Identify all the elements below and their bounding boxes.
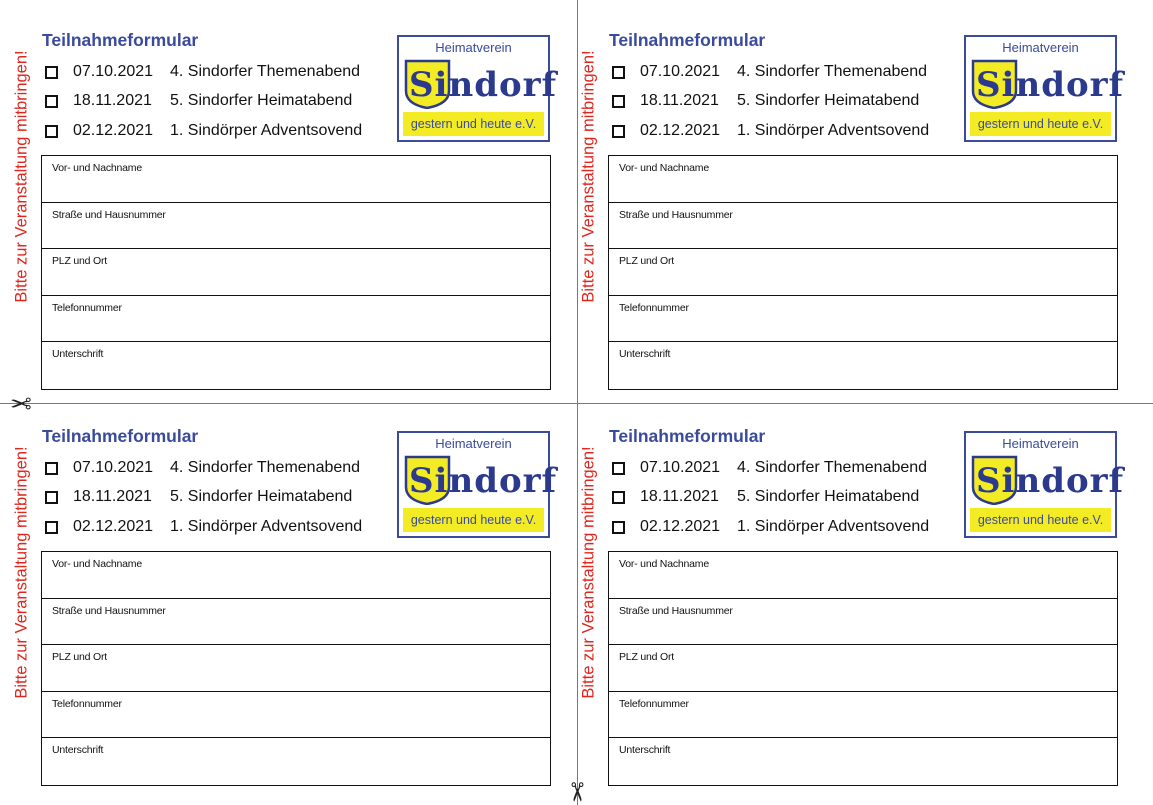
checkbox-icon[interactable] bbox=[612, 125, 625, 138]
form-field-row[interactable] bbox=[609, 692, 1117, 739]
form-field-row[interactable] bbox=[42, 692, 550, 739]
form-title: Teilnahmeformular bbox=[609, 426, 766, 446]
form-field-row[interactable] bbox=[42, 296, 550, 343]
checkbox-icon[interactable] bbox=[612, 66, 625, 79]
logo-top-text: Heimatverein bbox=[435, 436, 512, 451]
bring-along-note: Bitte zur Veranstaltung mitbringen! bbox=[579, 445, 598, 699]
event-option bbox=[45, 457, 360, 479]
field-label: Telefonnummer bbox=[52, 697, 122, 710]
club-logo bbox=[964, 35, 1125, 142]
logo-name: Sindorf bbox=[976, 65, 1125, 105]
logo-bottom-text: gestern und heute e.V. bbox=[970, 508, 1111, 532]
checkbox-icon[interactable] bbox=[612, 462, 625, 475]
contact-fields-table bbox=[41, 551, 551, 786]
event-option bbox=[612, 61, 927, 83]
event-option bbox=[612, 486, 919, 508]
club-logo bbox=[397, 35, 558, 142]
field-label: PLZ und Ort bbox=[619, 255, 674, 268]
registration-form bbox=[567, 396, 1127, 776]
form-field-row[interactable] bbox=[609, 156, 1117, 203]
checkbox-icon[interactable] bbox=[45, 491, 58, 504]
form-title: Teilnahmeformular bbox=[42, 426, 199, 446]
field-label: Vor- und Nachname bbox=[52, 162, 142, 174]
event-date: 07.10.2021 bbox=[640, 63, 721, 80]
contact-fields-table bbox=[608, 155, 1118, 390]
event-date: 07.10.2021 bbox=[640, 459, 721, 476]
checkbox-icon[interactable] bbox=[45, 521, 58, 534]
logo-top-text: Heimatverein bbox=[1002, 40, 1079, 55]
form-field-row[interactable] bbox=[609, 645, 1117, 692]
form-field-row[interactable] bbox=[42, 203, 550, 250]
form-field-row[interactable] bbox=[42, 342, 550, 389]
field-label: Vor- und Nachname bbox=[619, 162, 709, 174]
form-field-row[interactable] bbox=[42, 249, 550, 296]
event-name: 5. Sindorfer Heimatabend bbox=[737, 92, 920, 109]
club-logo bbox=[964, 431, 1125, 538]
event-date: 18.11.2021 bbox=[73, 92, 152, 109]
bring-along-note: Bitte zur Veranstaltung mitbringen! bbox=[579, 49, 598, 303]
event-date: 18.11.2021 bbox=[640, 92, 719, 109]
form-title: Teilnahmeformular bbox=[42, 30, 199, 50]
logo-name: Sindorf bbox=[409, 461, 558, 501]
event-name: 5. Sindorfer Heimatabend bbox=[170, 92, 353, 109]
logo-top-text: Heimatverein bbox=[1002, 436, 1079, 451]
field-label: PLZ und Ort bbox=[52, 255, 107, 268]
event-date: 02.12.2021 bbox=[73, 122, 154, 139]
field-label: Unterschrift bbox=[52, 744, 104, 757]
event-option bbox=[612, 457, 927, 479]
form-field-row[interactable] bbox=[42, 156, 550, 203]
event-date: 18.11.2021 bbox=[73, 488, 152, 505]
registration-form bbox=[0, 396, 560, 776]
field-label: Straße und Hausnummer bbox=[619, 604, 733, 617]
form-field-row[interactable] bbox=[42, 552, 550, 599]
bring-along-note: Bitte zur Veranstaltung mitbringen! bbox=[12, 445, 31, 699]
event-date: 02.12.2021 bbox=[640, 518, 721, 535]
form-title: Teilnahmeformular bbox=[609, 30, 766, 50]
event-name: 4. Sindorfer Themenabend bbox=[170, 63, 361, 80]
event-name: 1. Sindörper Adventsovend bbox=[737, 518, 930, 535]
field-label: Vor- und Nachname bbox=[619, 558, 709, 570]
form-field-row[interactable] bbox=[609, 738, 1117, 785]
field-label: Unterschrift bbox=[52, 348, 104, 361]
logo-name: Sindorf bbox=[976, 461, 1125, 501]
event-name: 5. Sindorfer Heimatabend bbox=[737, 488, 920, 505]
bring-along-note: Bitte zur Veranstaltung mitbringen! bbox=[12, 49, 31, 303]
logo-top-text: Heimatverein bbox=[435, 40, 512, 55]
field-label: Straße und Hausnummer bbox=[619, 208, 733, 221]
contact-fields-table bbox=[608, 551, 1118, 786]
event-date: 18.11.2021 bbox=[640, 488, 719, 505]
event-date: 02.12.2021 bbox=[73, 518, 154, 535]
registration-form bbox=[567, 0, 1127, 380]
scissors-icon: ✂ bbox=[10, 388, 32, 418]
event-option bbox=[612, 120, 929, 142]
event-date: 07.10.2021 bbox=[73, 63, 154, 80]
field-label: Unterschrift bbox=[619, 348, 671, 361]
form-field-row[interactable] bbox=[609, 342, 1117, 389]
event-option bbox=[612, 516, 929, 538]
field-label: PLZ und Ort bbox=[619, 651, 674, 664]
event-option bbox=[45, 486, 352, 508]
logo-bottom-text: gestern und heute e.V. bbox=[403, 112, 544, 136]
event-option bbox=[45, 120, 362, 142]
checkbox-icon[interactable] bbox=[612, 521, 625, 534]
form-field-row[interactable] bbox=[609, 599, 1117, 646]
field-label: Straße und Hausnummer bbox=[52, 604, 166, 617]
event-name: 1. Sindörper Adventsovend bbox=[737, 122, 930, 139]
form-field-row[interactable] bbox=[609, 203, 1117, 250]
event-name: 4. Sindorfer Themenabend bbox=[737, 63, 928, 80]
field-label: Telefonnummer bbox=[619, 301, 689, 314]
logo-bottom-text: gestern und heute e.V. bbox=[970, 112, 1111, 136]
form-field-row[interactable] bbox=[42, 738, 550, 785]
registration-form bbox=[0, 0, 560, 380]
event-option bbox=[612, 90, 919, 112]
event-name: 5. Sindorfer Heimatabend bbox=[170, 488, 353, 505]
field-label: Telefonnummer bbox=[619, 697, 689, 710]
field-label: Straße und Hausnummer bbox=[52, 208, 166, 221]
form-field-row[interactable] bbox=[42, 645, 550, 692]
event-name: 1. Sindörper Adventsovend bbox=[170, 122, 363, 139]
event-date: 07.10.2021 bbox=[73, 459, 154, 476]
form-field-row[interactable] bbox=[42, 599, 550, 646]
checkbox-icon[interactable] bbox=[45, 66, 58, 79]
event-option bbox=[45, 90, 352, 112]
checkbox-icon[interactable] bbox=[612, 95, 625, 108]
form-field-row[interactable] bbox=[609, 552, 1117, 599]
field-label: Unterschrift bbox=[619, 744, 671, 757]
event-option bbox=[45, 61, 360, 83]
checkbox-icon[interactable] bbox=[45, 95, 58, 108]
field-label: PLZ und Ort bbox=[52, 651, 107, 664]
checkbox-icon[interactable] bbox=[45, 462, 58, 475]
checkbox-icon[interactable] bbox=[45, 125, 58, 138]
scissors-icon: ✂ bbox=[561, 781, 592, 803]
event-name: 4. Sindorfer Themenabend bbox=[737, 459, 928, 476]
field-label: Vor- und Nachname bbox=[52, 558, 142, 570]
form-field-row[interactable] bbox=[609, 249, 1117, 296]
logo-bottom-text: gestern und heute e.V. bbox=[403, 508, 544, 532]
checkbox-icon[interactable] bbox=[612, 491, 625, 504]
logo-name: Sindorf bbox=[409, 65, 558, 105]
event-option bbox=[45, 516, 362, 538]
event-name: 4. Sindorfer Themenabend bbox=[170, 459, 361, 476]
field-label: Telefonnummer bbox=[52, 301, 122, 314]
contact-fields-table bbox=[41, 155, 551, 390]
form-field-row[interactable] bbox=[609, 296, 1117, 343]
club-logo bbox=[397, 431, 558, 538]
event-date: 02.12.2021 bbox=[640, 122, 721, 139]
event-name: 1. Sindörper Adventsovend bbox=[170, 518, 363, 535]
